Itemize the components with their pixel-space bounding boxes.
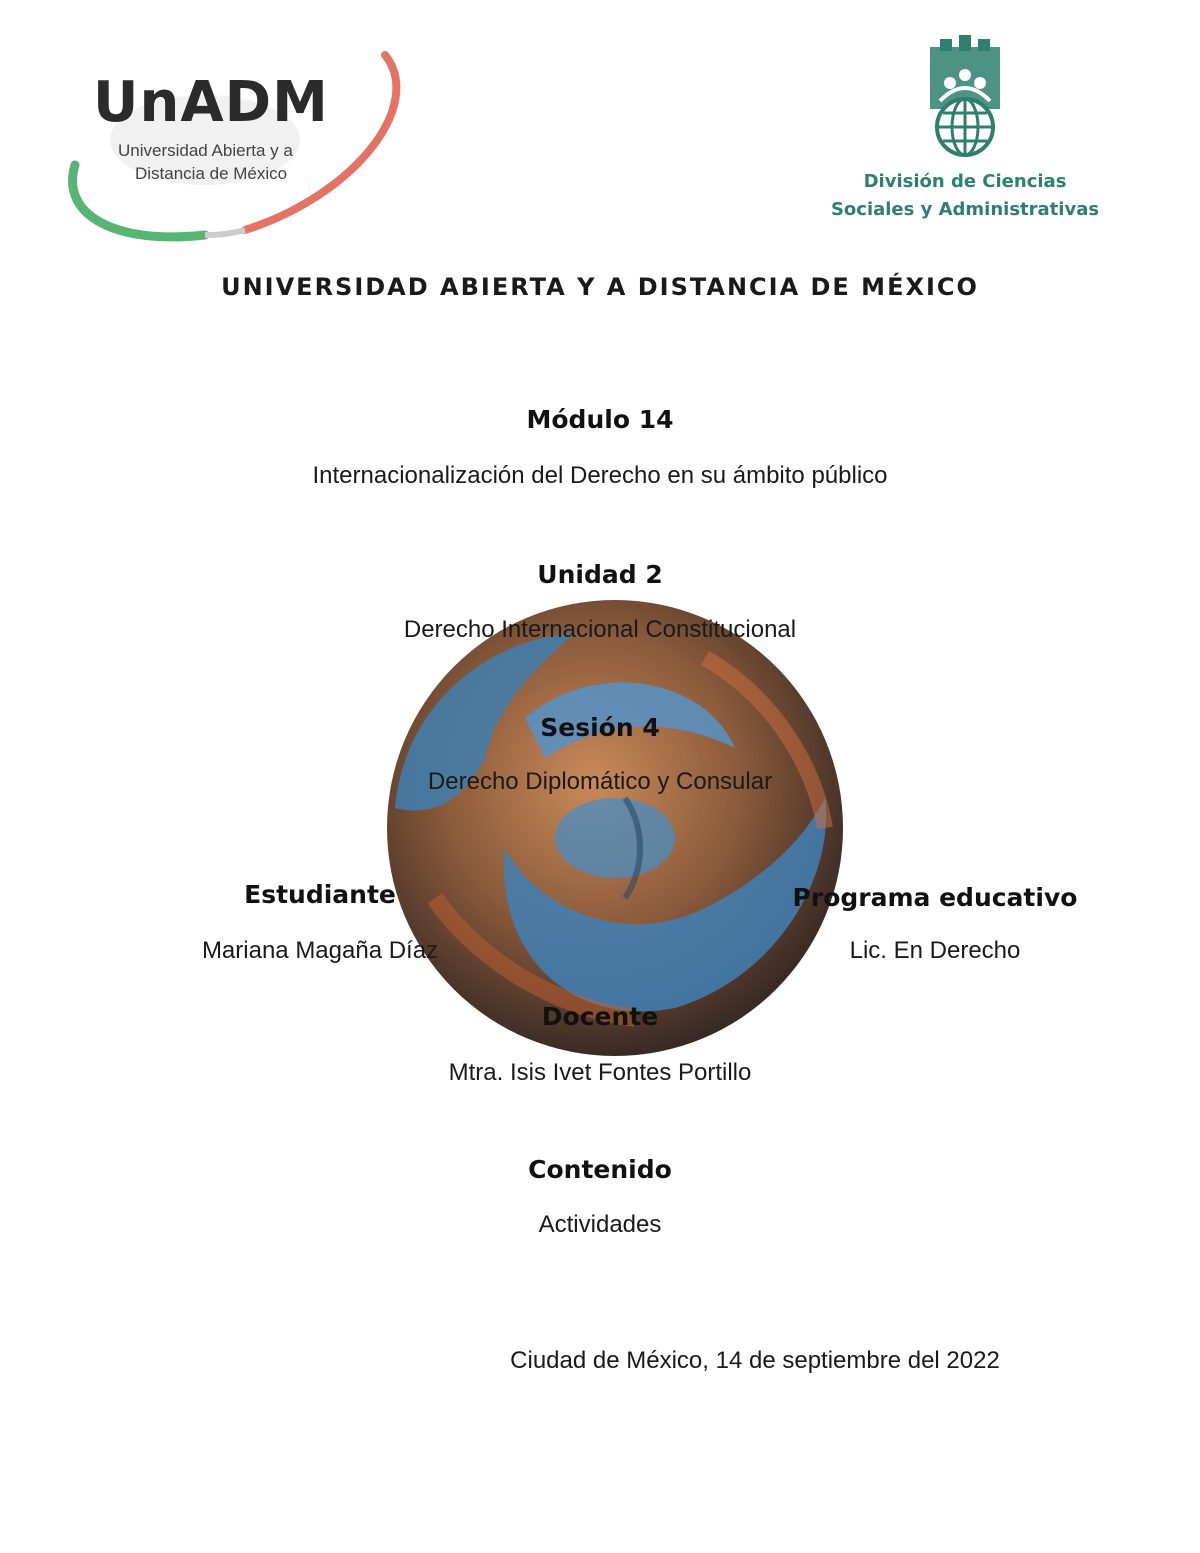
date-line: Ciudad de México, 14 de septiembre del 2022 [510,1347,1000,1374]
estudiante-value: Mariana Magaña Díaz [201,937,439,964]
sesion-value: Derecho Diplomático y Consular [427,768,773,795]
modulo-label: Módulo 14 [526,405,674,434]
unidad-value: Derecho Internacional Constitucional [403,616,797,643]
unadm-logo-subtitle-line2: Distancia de México [135,164,288,183]
programa-value: Lic. En Derecho [849,937,1021,964]
docente-label: Docente [541,1002,659,1031]
division-name-line2: Sociales y Administrativas [830,199,1100,220]
university-title: UNIVERSIDAD ABIERTA Y A DISTANCIA DE MÉXICO [221,273,979,301]
modulo-value: Internacionalización del Derecho en su ámbito público [312,462,888,489]
contenido-value: Actividades [538,1211,662,1238]
globe-hands-illustration [375,598,855,1058]
contenido-label: Contenido [528,1155,672,1184]
division-name-line1: División de Ciencias [863,171,1067,192]
estudiante-label: Estudiante [244,880,396,909]
docente-value: Mtra. Isis Ivet Fontes Portillo [448,1059,752,1086]
programa-label: Programa educativo [792,883,1078,912]
division-logo [910,35,1020,160]
unadm-logo-subtitle-line1: Universidad Abierta y a [118,141,293,160]
unadm-logo-name: UnADM [93,70,329,135]
sesion-label: Sesión 4 [540,713,660,742]
unidad-label: Unidad 2 [537,560,663,589]
